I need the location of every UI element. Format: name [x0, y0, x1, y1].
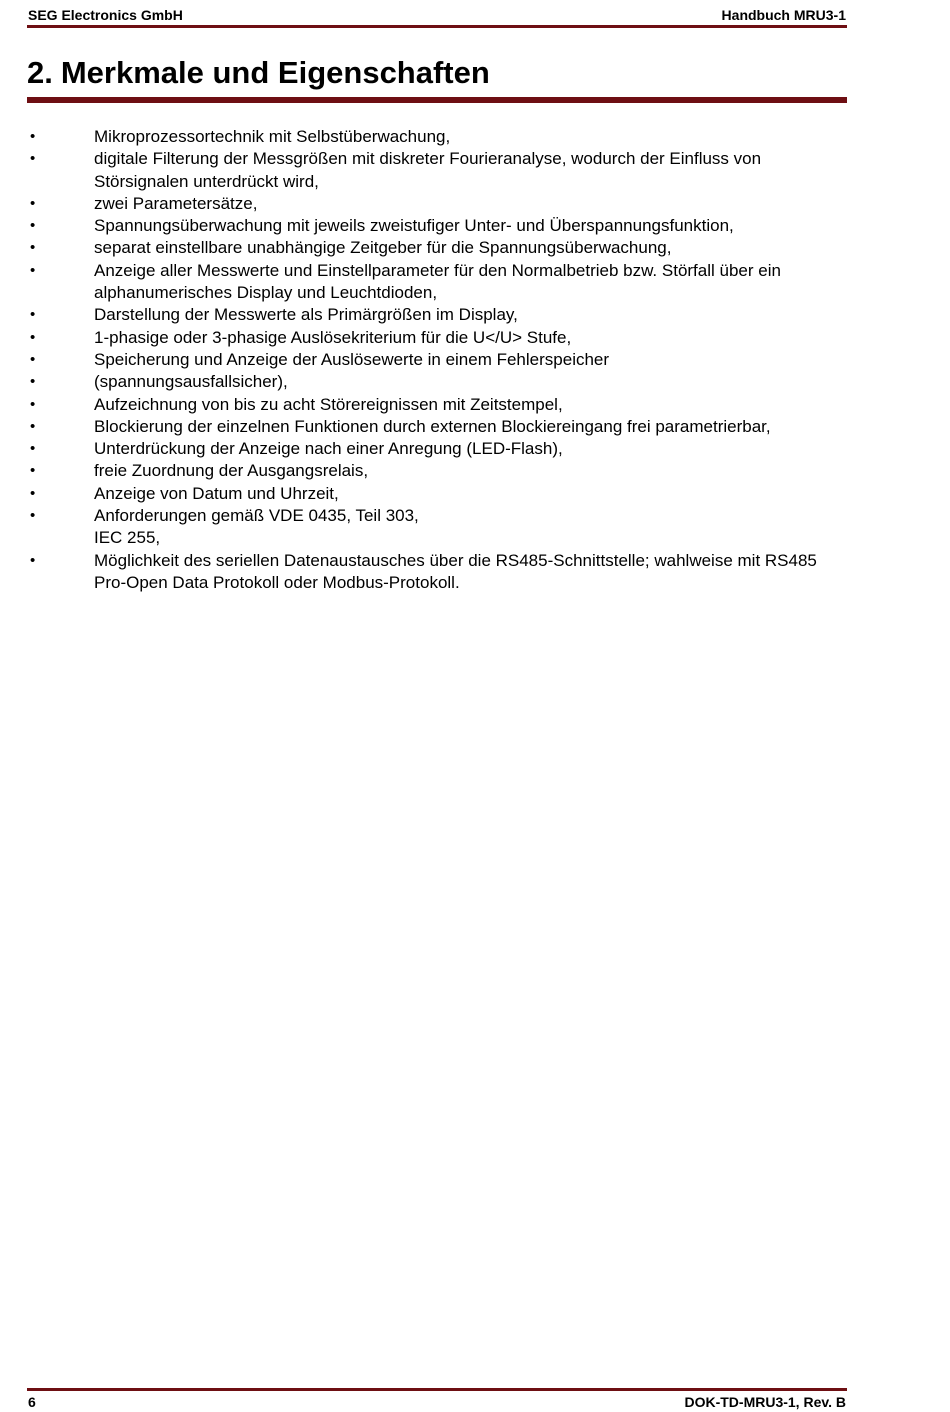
bullet-icon: •: [30, 239, 36, 257]
section-rule: [27, 97, 847, 103]
footer-rule: [27, 1388, 847, 1391]
list-item: [0, 237, 950, 259]
document-id: DOK-TD-MRU3-1, Rev. B: [684, 1394, 846, 1410]
list-item-text: (spannungsausfallsicher),: [94, 372, 288, 392]
bullet-icon: •: [30, 484, 36, 502]
list-item-text: digitale Filterung der Messgrößen mit diskreter Fourieranalyse, wodurch der Einfluss von Störsignalen unterdrückt wird,: [94, 149, 762, 191]
list-item: [0, 438, 950, 460]
bullet-icon: •: [30, 306, 36, 324]
list-item: [0, 349, 950, 371]
list-item-text: Unterdrückung der Anzeige nach einer Anregung (LED-Flash),: [94, 439, 563, 459]
feature-list: [0, 126, 950, 594]
list-item: [0, 550, 950, 595]
list-item-text: Mikroprozessortechnik mit Selbstüberwachung,: [94, 127, 451, 146]
bullet-icon: •: [30, 128, 36, 145]
page-number: 6: [28, 1394, 36, 1410]
section-number: 2.: [27, 55, 53, 90]
list-item-text: Darstellung der Messwerte als Primärgrößen im Display,: [94, 305, 518, 325]
bullet-icon: •: [30, 150, 36, 168]
bullet-icon: •: [30, 194, 36, 212]
list-item-text: Anzeige von Datum und Uhrzeit,: [94, 483, 339, 503]
header-rule: [27, 25, 847, 28]
list-item: [0, 327, 950, 349]
section-heading: [27, 55, 490, 91]
header-company: SEG Electronics GmbH: [28, 7, 183, 23]
bullet-icon: •: [30, 328, 36, 346]
list-item: [0, 483, 950, 505]
bullet-icon: •: [30, 417, 36, 435]
list-item: [0, 260, 950, 305]
list-item-text: Anzeige aller Messwerte und Einstellparameter für den Normalbetrieb bzw. Störfall über ein alphanumerisches Display und Leuchtdioden,: [94, 260, 781, 303]
list-item: [0, 394, 950, 416]
list-item-text: zwei Parametersätze,: [94, 193, 258, 213]
bullet-icon: •: [30, 350, 36, 368]
list-item-text: Anforderungen gemäß VDE 0435, Teil 303, IEC 255,: [94, 506, 419, 548]
list-item-text: Blockierung der einzelnen Funktionen durch externen Blockiereingang frei parametrierbar,: [94, 416, 771, 436]
list-item: [0, 215, 950, 237]
list-item-text: Spannungsüberwachung mit jeweils zweistufiger Unter- und Überspannungsfunktion,: [94, 216, 734, 236]
bullet-icon: •: [30, 440, 36, 458]
list-item-text: freie Zuordnung der Ausgangsrelais,: [94, 461, 369, 481]
page-footer: [28, 1394, 846, 1412]
list-item-text: Speicherung und Anzeige der Auslösewerte in einem Fehlerspeicher: [94, 349, 610, 369]
list-item: [0, 460, 950, 482]
bullet-icon: •: [30, 217, 36, 235]
list-item: [0, 304, 950, 326]
page-header: [28, 7, 846, 27]
header-manual-title: Handbuch MRU3-1: [721, 7, 846, 23]
bullet-icon: •: [30, 395, 36, 413]
list-item: [0, 193, 950, 215]
section-title: Merkmale und Eigenschaften: [60, 55, 490, 90]
list-item-text: Möglichkeit des seriellen Datenaustausches über die RS485-Schnittstelle; wahlweise mit RS485 Pro-Open Data Protokoll oder Modbus-Protokoll.: [94, 550, 817, 592]
list-item: [0, 371, 950, 393]
bullet-icon: •: [30, 462, 36, 480]
bullet-icon: •: [30, 507, 36, 525]
list-item: [0, 416, 950, 438]
bullet-icon: •: [30, 373, 36, 391]
list-item-text: 1-phasige oder 3-phasige Auslösekriterium für die U</U> Stufe,: [94, 327, 572, 347]
list-item-text: Aufzeichnung von bis zu acht Störereignissen mit Zeitstempel,: [94, 394, 563, 414]
list-item: [0, 505, 950, 550]
list-item-text: separat einstellbare unabhängige Zeitgeber für die Spannungsüberwachung,: [94, 238, 672, 258]
bullet-icon: •: [30, 261, 36, 279]
list-item: [0, 148, 950, 193]
bullet-icon: •: [30, 551, 36, 569]
list-item: [0, 126, 950, 148]
